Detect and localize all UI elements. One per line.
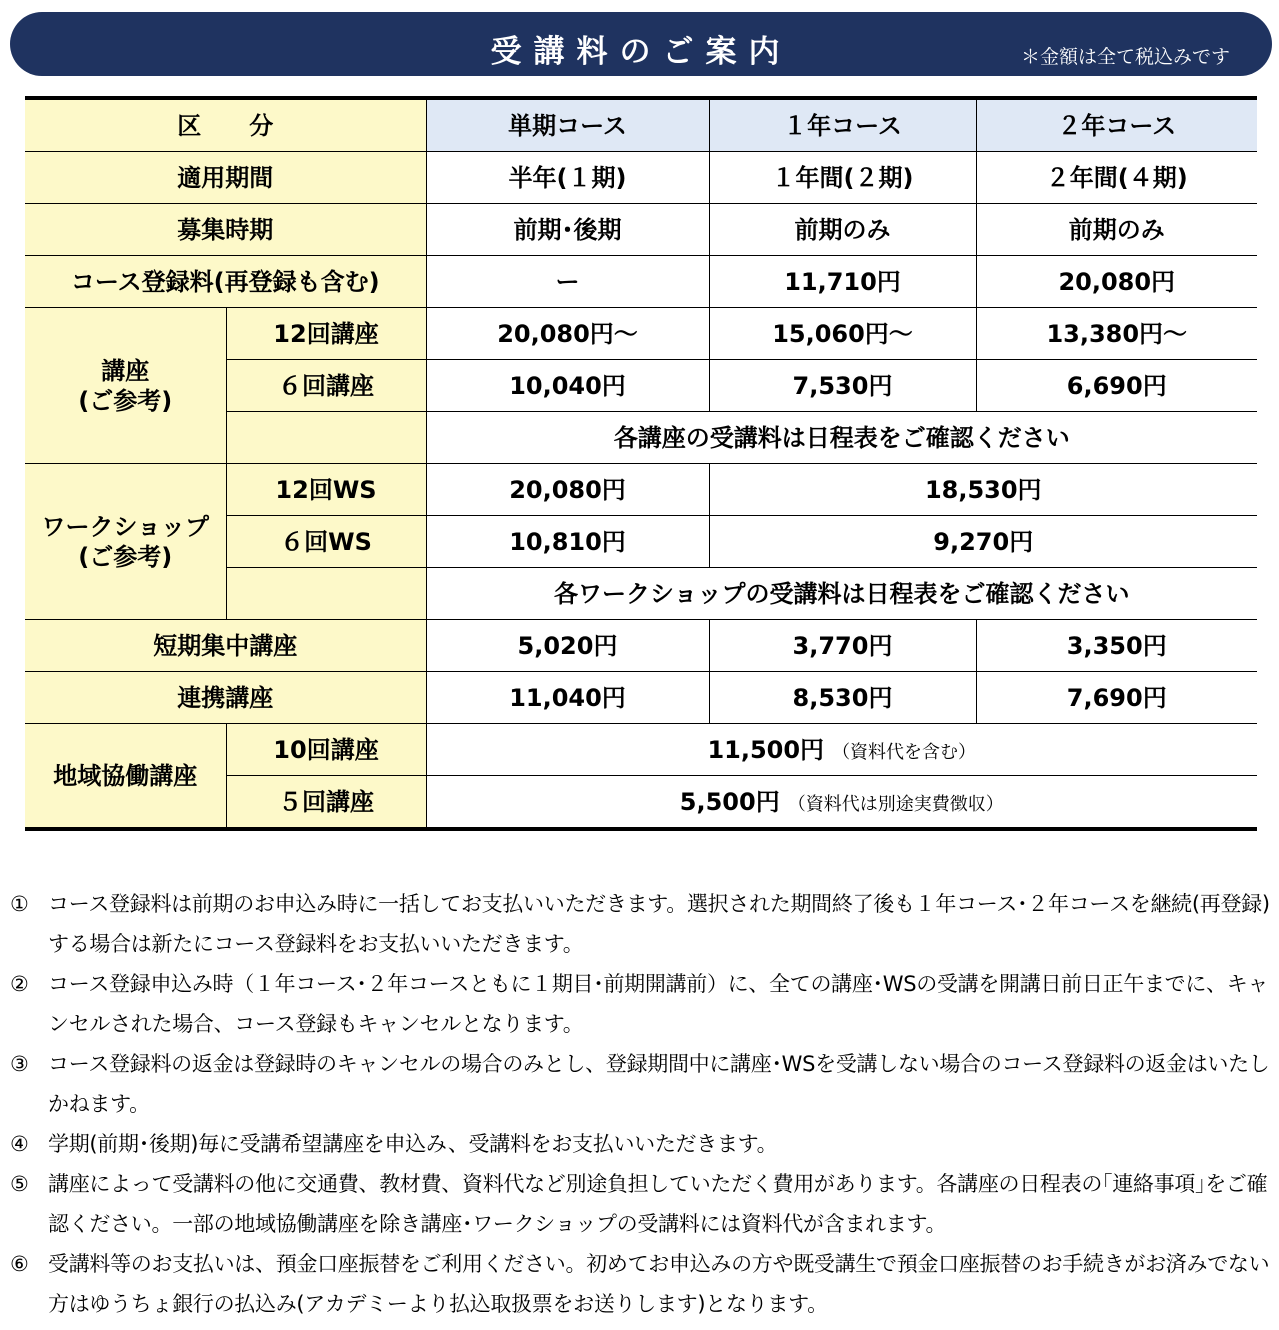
regional-5-suffix: （資料代は別途実費徴収） (787, 793, 1004, 815)
cell-period-single: 半年(１期) (426, 152, 709, 204)
cell-regional-10 (426, 724, 1257, 776)
empty-label-cell (226, 568, 426, 620)
note-text: コース登録料の返金は登録時のキャンセルの場合のみとし、登録期間中に講座･WSを受講しない場合のコース登録料の返金はいたしかねます。 (48, 1052, 1270, 1116)
row-label-period: 適用期間 (25, 152, 426, 204)
cell-lecture6-2year: 6,690円 (976, 360, 1257, 412)
workshop-label-line1: ワークショップ (41, 512, 210, 541)
cell-registration-1year: 11,710円 (709, 256, 976, 308)
cell-intensive-2year: 3,350円 (976, 620, 1257, 672)
header-category: 区 分 (25, 98, 426, 152)
workshop-note: 各ワークショップの受講料は日程表をご確認ください (426, 568, 1257, 620)
table-row (25, 98, 1257, 152)
note-item (10, 1044, 1272, 1124)
title-banner (10, 12, 1272, 76)
lecture-note: 各講座の受講料は日程表をご確認ください (426, 412, 1257, 464)
tax-note: ＊金額は全て税込みです (1020, 46, 1230, 68)
cell-registration-2year: 20,080円 (976, 256, 1257, 308)
header-course-1year: １年コース (709, 98, 976, 152)
cell-partner-1year: 8,530円 (709, 672, 976, 724)
table-row (25, 152, 1257, 204)
empty-label-cell (226, 412, 426, 464)
header-course-single: 単期コース (426, 98, 709, 152)
cell-intensive-single: 5,020円 (426, 620, 709, 672)
note-number: ② (10, 972, 29, 996)
cell-regional-5 (426, 776, 1257, 830)
table-row (25, 204, 1257, 256)
lecture-label-line2: (ご参考) (78, 386, 173, 415)
lecture-label-line1: 講座 (101, 356, 150, 385)
cell-recruit-2year: 前期のみ (976, 204, 1257, 256)
fee-table (25, 96, 1257, 831)
header-course-2year: ２年コース (976, 98, 1257, 152)
cell-partner-2year: 7,690円 (976, 672, 1257, 724)
note-number: ⑤ (10, 1172, 29, 1196)
table-row (25, 620, 1257, 672)
row-label-workshop-6: ６回WS (226, 516, 426, 568)
cell-recruit-single: 前期･後期 (426, 204, 709, 256)
cell-recruit-1year: 前期のみ (709, 204, 976, 256)
regional-10-suffix: （資料代を含む） (832, 741, 977, 763)
cell-lecture12-single: 20,080円～ (426, 308, 709, 360)
cell-period-2year: ２年間(４期) (976, 152, 1257, 204)
note-text: コース登録申込み時（１年コース･２年コースともに１期目･前期開講前）に、全ての講座･WSの受講を開講日前日正午までに、キャンセルされた場合、コース登録もキャンセルとなります。 (48, 972, 1269, 1036)
note-text: 受講料等のお支払いは、預金口座振替をご利用ください。初めてお申込みの方や既受講生で預金口座振替のお手続きがお済みでない方はゆうちょ銀行の払込み(アカデミーより払込取扱票をお送りします)となります。 (48, 1252, 1270, 1316)
note-text: 講座によって受講料の他に交通費、教材費、資料代など別途負担していただく費用があります。各講座の日程表の｢連絡事項｣をご確認ください。一部の地域協働講座を除き講座･ワークショップの受講料には資料代が含まれます。 (48, 1172, 1268, 1236)
table-row (25, 672, 1257, 724)
row-label-registration: コース登録料(再登録も含む) (25, 256, 426, 308)
row-label-intensive: 短期集中講座 (25, 620, 426, 672)
workshop-label-line2: (ご参考) (78, 542, 173, 571)
table-row (25, 256, 1257, 308)
note-number: ① (10, 892, 29, 916)
table-row (25, 308, 1257, 360)
cell-lecture6-1year: 7,530円 (709, 360, 976, 412)
regional-5-price: 5,500円 (679, 787, 780, 816)
row-label-lecture (25, 308, 226, 464)
cell-partner-single: 11,040円 (426, 672, 709, 724)
row-label-workshop-12: 12回WS (226, 464, 426, 516)
note-item (10, 1124, 1272, 1164)
note-item (10, 964, 1272, 1044)
cell-ws12-single: 20,080円 (426, 464, 709, 516)
row-label-recruit: 募集時期 (25, 204, 426, 256)
note-number: ⑥ (10, 1252, 29, 1276)
row-label-regional: 地域協働講座 (25, 724, 226, 830)
note-number: ④ (10, 1132, 29, 1156)
cell-lecture6-single: 10,040円 (426, 360, 709, 412)
note-number: ③ (10, 1052, 29, 1076)
note-item (10, 1244, 1272, 1324)
note-text: コース登録料は前期のお申込み時に一括してお支払いいただきます。選択された期間終了後も１年コース･２年コースを継続(再登録)する場合は新たにコース登録料をお支払いいただきます。 (48, 892, 1270, 956)
cell-ws12-multi: 18,530円 (709, 464, 1257, 516)
notes-list (10, 884, 1272, 1324)
row-label-regional-5: ５回講座 (226, 776, 426, 830)
row-label-lecture-6: ６回講座 (226, 360, 426, 412)
cell-ws6-single: 10,810円 (426, 516, 709, 568)
note-text: 学期(前期･後期)毎に受講希望講座を申込み、受講料をお支払いいただきます。 (48, 1132, 778, 1156)
cell-lecture12-2year: 13,380円～ (976, 308, 1257, 360)
table-row (25, 464, 1257, 516)
cell-intensive-1year: 3,770円 (709, 620, 976, 672)
table-row (25, 724, 1257, 776)
note-item (10, 884, 1272, 964)
cell-period-1year: １年間(２期) (709, 152, 976, 204)
cell-registration-single: ー (426, 256, 709, 308)
note-item (10, 1164, 1272, 1244)
row-label-workshop (25, 464, 226, 620)
cell-ws6-multi: 9,270円 (709, 516, 1257, 568)
cell-lecture12-1year: 15,060円～ (709, 308, 976, 360)
regional-10-price: 11,500円 (707, 735, 825, 764)
row-label-regional-10: 10回講座 (226, 724, 426, 776)
row-label-partner: 連携講座 (25, 672, 426, 724)
page-title: 受講料のご案内 (490, 34, 792, 70)
row-label-lecture-12: 12回講座 (226, 308, 426, 360)
